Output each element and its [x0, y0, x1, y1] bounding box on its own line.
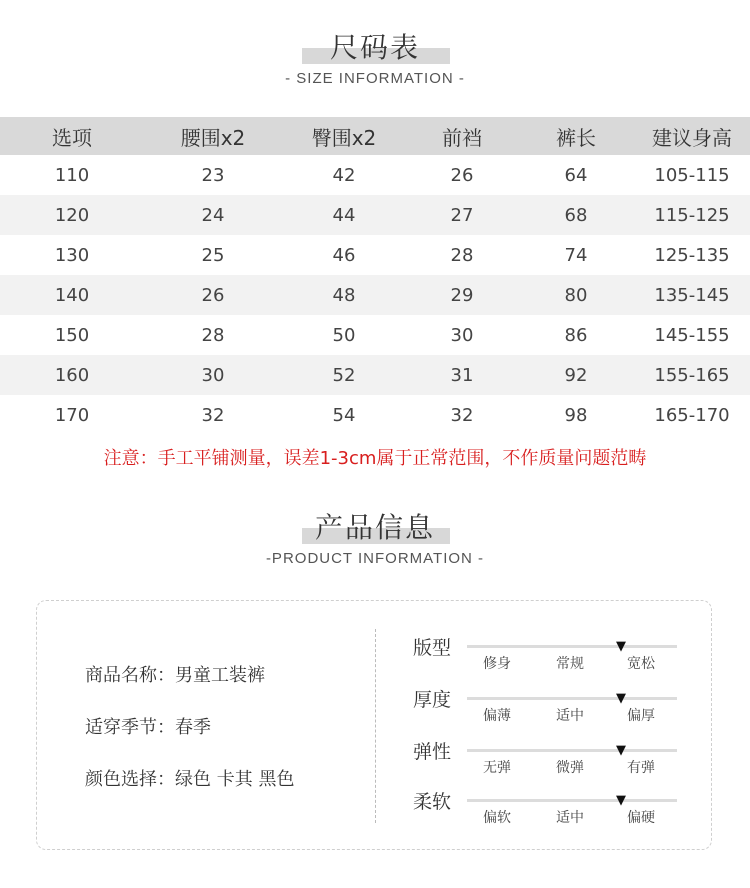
table-cell: 155-165 — [634, 355, 750, 395]
table-cell: 80 — [518, 275, 634, 315]
table-cell: 24 — [144, 195, 282, 235]
column-header: 前裆 — [406, 117, 518, 155]
card-divider — [375, 629, 376, 823]
column-header: 臀围x2 — [282, 117, 406, 155]
scale-option: 适中 — [556, 810, 584, 826]
down-triangle-icon: ▼ — [616, 793, 626, 808]
table-cell: 140 — [0, 275, 144, 315]
table-cell: 110 — [54, 164, 90, 186]
scale-track — [467, 793, 677, 808]
detail-value: 男童工装裤 — [175, 665, 265, 686]
product-section-subtitle: -PRODUCT INFORMATION - — [265, 550, 485, 567]
size-table — [0, 117, 750, 435]
scale-option: 修身 — [483, 656, 511, 672]
table-row — [0, 315, 750, 355]
scale-label: 版型 — [413, 637, 452, 659]
detail-value: 绿色 卡其 黑色 — [175, 769, 295, 790]
scale-track — [467, 639, 677, 654]
softness-scale — [413, 787, 703, 833]
table-cell: 105-115 — [654, 164, 730, 186]
table-cell: 145-155 — [654, 324, 730, 346]
product-info-card — [36, 600, 712, 850]
scale-label: 厚度 — [413, 689, 452, 711]
table-cell: 42 — [332, 164, 356, 186]
table-cell: 44 — [282, 195, 406, 235]
table-cell: 48 — [282, 275, 406, 315]
thickness-scale — [413, 685, 703, 731]
detail-value: 春季 — [175, 717, 211, 738]
scale-label: 弹性 — [413, 741, 452, 763]
elasticity-scale — [413, 737, 703, 783]
scale-option: 偏硬 — [627, 810, 655, 826]
table-cell: 74 — [564, 244, 588, 266]
table-cell: 27 — [406, 195, 518, 235]
table-cell: 46 — [332, 244, 356, 266]
scale-option: 宽松 — [627, 656, 655, 672]
scale-option: 常规 — [556, 656, 584, 672]
fit-scale — [413, 633, 703, 679]
table-cell: 25 — [201, 244, 225, 266]
column-header: 建议身高 — [634, 117, 750, 155]
table-cell: 92 — [518, 355, 634, 395]
size-section-subtitle: - SIZE INFORMATION - — [285, 70, 465, 87]
table-cell: 68 — [518, 195, 634, 235]
table-cell: 170 — [54, 404, 90, 426]
table-row — [0, 355, 750, 395]
scale-label: 柔软 — [413, 791, 452, 813]
table-cell: 135-145 — [634, 275, 750, 315]
table-cell: 30 — [450, 324, 474, 346]
product-name-row — [85, 661, 265, 687]
table-cell: 32 — [450, 404, 474, 426]
table-row — [0, 155, 750, 195]
table-cell: 115-125 — [634, 195, 750, 235]
scale-track — [467, 743, 677, 758]
column-header: 腰围x2 — [144, 117, 282, 155]
table-row — [0, 195, 750, 235]
table-cell: 150 — [54, 324, 90, 346]
table-cell: 125-135 — [654, 244, 730, 266]
scale-option: 偏薄 — [483, 708, 511, 724]
product-section-header — [0, 508, 750, 567]
measurement-note: 注意：手工平铺测量，误差1-3cm属于正常范围，不作质量问题范畴 — [103, 448, 647, 469]
table-cell: 165-170 — [654, 404, 730, 426]
detail-label: 适穿季节： — [85, 717, 175, 738]
table-cell: 160 — [0, 355, 144, 395]
down-triangle-icon: ▼ — [616, 639, 626, 654]
product-section-title: 产品信息 — [314, 511, 435, 544]
detail-label: 商品名称： — [85, 665, 175, 686]
table-cell: 30 — [144, 355, 282, 395]
scale-option: 偏厚 — [627, 708, 655, 724]
scale-option: 无弹 — [483, 760, 511, 776]
color-row — [85, 765, 294, 791]
scale-option: 偏软 — [483, 810, 511, 826]
size-section-header — [0, 28, 750, 87]
table-cell: 130 — [54, 244, 90, 266]
table-cell: 29 — [406, 275, 518, 315]
scale-option: 微弹 — [556, 760, 584, 776]
table-cell: 52 — [282, 355, 406, 395]
down-triangle-icon: ▼ — [616, 743, 626, 758]
column-header: 裤长 — [518, 117, 634, 155]
size-section-title: 尺码表 — [329, 31, 420, 64]
table-cell: 28 — [201, 324, 225, 346]
detail-label: 颜色选择： — [85, 769, 175, 790]
table-cell: 23 — [201, 164, 225, 186]
column-header: 选项 — [0, 117, 144, 155]
size-table-header-row — [0, 117, 750, 155]
table-row — [0, 395, 750, 435]
scale-option: 适中 — [556, 708, 584, 724]
table-cell: 86 — [564, 324, 588, 346]
down-triangle-icon: ▼ — [616, 691, 626, 706]
table-row — [0, 275, 750, 315]
table-row — [0, 235, 750, 275]
table-cell: 28 — [450, 244, 474, 266]
table-cell: 64 — [564, 164, 588, 186]
table-cell: 26 — [144, 275, 282, 315]
table-cell: 98 — [564, 404, 588, 426]
table-cell: 32 — [201, 404, 225, 426]
scale-track — [467, 691, 677, 706]
table-cell: 50 — [332, 324, 356, 346]
table-cell: 120 — [0, 195, 144, 235]
scale-option: 有弹 — [627, 760, 655, 776]
table-cell: 26 — [450, 164, 474, 186]
table-cell: 54 — [332, 404, 356, 426]
table-cell: 31 — [406, 355, 518, 395]
season-row — [85, 713, 211, 739]
